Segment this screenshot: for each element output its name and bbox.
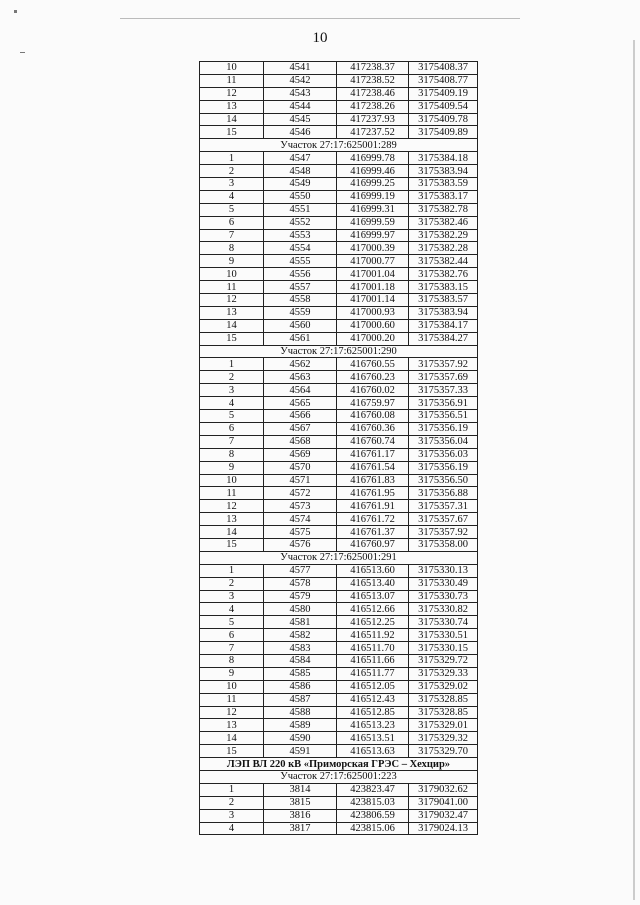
scan-mark (14, 10, 17, 13)
table-row (200, 616, 478, 629)
y-coordinate-cell: 3175382.44 (409, 255, 478, 268)
point-number-cell: 4569 (264, 448, 337, 461)
table-row (200, 680, 478, 693)
x-coordinate-cell: 417238.37 (337, 62, 409, 75)
point-number-cell: 3816 (264, 809, 337, 822)
point-index-cell: 3 (200, 384, 264, 397)
point-index-cell: 12 (200, 294, 264, 307)
point-index-cell: 1 (200, 152, 264, 165)
table-row (200, 487, 478, 500)
y-coordinate-cell: 3175408.77 (409, 74, 478, 87)
point-index-cell: 10 (200, 62, 264, 75)
table-row (200, 358, 478, 371)
x-coordinate-cell: 416511.77 (337, 667, 409, 680)
point-number-cell: 4562 (264, 358, 337, 371)
point-number-cell: 4558 (264, 294, 337, 307)
point-number-cell: 4544 (264, 100, 337, 113)
point-number-cell: 3815 (264, 796, 337, 809)
point-index-cell: 15 (200, 538, 264, 551)
x-coordinate-cell: 416512.43 (337, 693, 409, 706)
point-index-cell: 10 (200, 474, 264, 487)
table-row (200, 216, 478, 229)
y-coordinate-cell: 3175356.51 (409, 410, 478, 423)
table-row (200, 577, 478, 590)
point-index-cell: 8 (200, 242, 264, 255)
point-index-cell: 7 (200, 642, 264, 655)
y-coordinate-cell: 3175382.28 (409, 242, 478, 255)
point-number-cell: 4582 (264, 629, 337, 642)
x-coordinate-cell: 423815.03 (337, 796, 409, 809)
y-coordinate-cell: 3175383.94 (409, 306, 478, 319)
x-coordinate-cell: 417237.93 (337, 113, 409, 126)
parcel-title: Участок 27:17:625001:291 (200, 551, 478, 564)
x-coordinate-cell: 416512.85 (337, 706, 409, 719)
x-coordinate-cell: 416761.37 (337, 526, 409, 539)
y-coordinate-cell: 3175357.69 (409, 371, 478, 384)
point-number-cell: 4575 (264, 526, 337, 539)
y-coordinate-cell: 3179032.62 (409, 783, 478, 796)
point-index-cell: 4 (200, 190, 264, 203)
point-index-cell: 3 (200, 178, 264, 191)
point-number-cell: 4580 (264, 603, 337, 616)
point-index-cell: 7 (200, 435, 264, 448)
x-coordinate-cell: 417001.04 (337, 268, 409, 281)
point-index-cell: 11 (200, 693, 264, 706)
x-coordinate-cell: 416511.92 (337, 629, 409, 642)
page-number: 10 (312, 30, 328, 46)
point-number-cell: 4561 (264, 332, 337, 345)
parcel-title: Участок 27:17:625001:289 (200, 139, 478, 152)
point-number-cell: 4548 (264, 165, 337, 178)
point-index-cell: 6 (200, 422, 264, 435)
table-row (200, 306, 478, 319)
table-row (200, 126, 478, 139)
x-coordinate-cell: 416512.25 (337, 616, 409, 629)
x-coordinate-cell: 417001.18 (337, 281, 409, 294)
x-coordinate-cell: 423823.47 (337, 783, 409, 796)
point-number-cell: 4553 (264, 229, 337, 242)
y-coordinate-cell: 3175383.94 (409, 165, 478, 178)
point-index-cell: 12 (200, 500, 264, 513)
table-row (200, 642, 478, 655)
table-row (200, 513, 478, 526)
table-row (200, 384, 478, 397)
point-number-cell: 4584 (264, 654, 337, 667)
point-number-cell: 4567 (264, 422, 337, 435)
parcel-title: Участок 27:17:625001:290 (200, 345, 478, 358)
table-row (200, 435, 478, 448)
power-line-title: ЛЭП ВЛ 220 кВ «Приморская ГРЭС – Хехцир» (200, 758, 478, 771)
point-index-cell: 3 (200, 809, 264, 822)
table-row (200, 281, 478, 294)
point-number-cell: 4586 (264, 680, 337, 693)
table-row (200, 706, 478, 719)
point-number-cell: 4589 (264, 719, 337, 732)
point-index-cell: 9 (200, 255, 264, 268)
x-coordinate-cell: 416761.54 (337, 461, 409, 474)
table-row (200, 461, 478, 474)
x-coordinate-cell: 416513.23 (337, 719, 409, 732)
y-coordinate-cell: 3175383.17 (409, 190, 478, 203)
point-number-cell: 4571 (264, 474, 337, 487)
table-row (200, 822, 478, 835)
y-coordinate-cell: 3175330.74 (409, 616, 478, 629)
table-row (200, 294, 478, 307)
point-index-cell: 5 (200, 410, 264, 423)
y-coordinate-cell: 3175356.19 (409, 461, 478, 474)
table-row (200, 62, 478, 75)
y-coordinate-cell: 3175409.89 (409, 126, 478, 139)
point-index-cell: 14 (200, 319, 264, 332)
x-coordinate-cell: 416513.07 (337, 590, 409, 603)
table-row (200, 203, 478, 216)
point-index-cell: 14 (200, 113, 264, 126)
section-title-row (200, 345, 478, 358)
point-index-cell: 3 (200, 590, 264, 603)
point-number-cell: 4542 (264, 74, 337, 87)
point-index-cell: 4 (200, 397, 264, 410)
x-coordinate-cell: 417000.39 (337, 242, 409, 255)
x-coordinate-cell: 416512.05 (337, 680, 409, 693)
y-coordinate-cell: 3179032.47 (409, 809, 478, 822)
point-index-cell: 4 (200, 822, 264, 835)
table-row (200, 100, 478, 113)
x-coordinate-cell: 416761.91 (337, 500, 409, 513)
table-row (200, 165, 478, 178)
table-row (200, 783, 478, 796)
point-index-cell: 1 (200, 564, 264, 577)
line-title-row (200, 758, 478, 771)
table-row (200, 152, 478, 165)
y-coordinate-cell: 3175382.29 (409, 229, 478, 242)
y-coordinate-cell: 3175383.15 (409, 281, 478, 294)
point-index-cell: 7 (200, 229, 264, 242)
point-index-cell: 11 (200, 281, 264, 294)
y-coordinate-cell: 3175409.78 (409, 113, 478, 126)
point-number-cell: 4554 (264, 242, 337, 255)
x-coordinate-cell: 423815.06 (337, 822, 409, 835)
point-number-cell: 4560 (264, 319, 337, 332)
y-coordinate-cell: 3175409.54 (409, 100, 478, 113)
y-coordinate-cell: 3175384.18 (409, 152, 478, 165)
point-index-cell: 13 (200, 100, 264, 113)
table-row (200, 719, 478, 732)
point-index-cell: 15 (200, 126, 264, 139)
point-index-cell: 13 (200, 513, 264, 526)
x-coordinate-cell: 416999.19 (337, 190, 409, 203)
point-number-cell: 4577 (264, 564, 337, 577)
point-index-cell: 2 (200, 371, 264, 384)
y-coordinate-cell: 3175356.91 (409, 397, 478, 410)
point-number-cell: 4587 (264, 693, 337, 706)
point-index-cell: 1 (200, 783, 264, 796)
point-index-cell: 6 (200, 216, 264, 229)
point-index-cell: 11 (200, 74, 264, 87)
point-number-cell: 3814 (264, 783, 337, 796)
y-coordinate-cell: 3175329.32 (409, 732, 478, 745)
x-coordinate-cell: 417000.60 (337, 319, 409, 332)
x-coordinate-cell: 416760.55 (337, 358, 409, 371)
scan-mark (633, 40, 635, 900)
x-coordinate-cell: 417000.77 (337, 255, 409, 268)
section-title-row (200, 770, 478, 783)
x-coordinate-cell: 416761.17 (337, 448, 409, 461)
y-coordinate-cell: 3175356.88 (409, 487, 478, 500)
table-row (200, 242, 478, 255)
x-coordinate-cell: 417238.52 (337, 74, 409, 87)
x-coordinate-cell: 417237.52 (337, 126, 409, 139)
point-number-cell: 4545 (264, 113, 337, 126)
table-row (200, 796, 478, 809)
x-coordinate-cell: 416511.66 (337, 654, 409, 667)
point-index-cell: 2 (200, 796, 264, 809)
point-index-cell: 10 (200, 680, 264, 693)
table-row (200, 74, 478, 87)
y-coordinate-cell: 3175356.19 (409, 422, 478, 435)
point-index-cell: 9 (200, 461, 264, 474)
y-coordinate-cell: 3175356.03 (409, 448, 478, 461)
x-coordinate-cell: 416760.36 (337, 422, 409, 435)
x-coordinate-cell: 416760.23 (337, 371, 409, 384)
y-coordinate-cell: 3175356.04 (409, 435, 478, 448)
table-row (200, 538, 478, 551)
x-coordinate-cell: 416511.70 (337, 642, 409, 655)
point-number-cell: 4578 (264, 577, 337, 590)
point-number-cell: 4565 (264, 397, 337, 410)
point-number-cell: 4579 (264, 590, 337, 603)
x-coordinate-cell: 416760.74 (337, 435, 409, 448)
point-index-cell: 2 (200, 577, 264, 590)
table-row (200, 410, 478, 423)
y-coordinate-cell: 3175382.76 (409, 268, 478, 281)
point-index-cell: 14 (200, 526, 264, 539)
table-row (200, 745, 478, 758)
point-number-cell: 4572 (264, 487, 337, 500)
y-coordinate-cell: 3175358.00 (409, 538, 478, 551)
point-number-cell: 4591 (264, 745, 337, 758)
table-row (200, 371, 478, 384)
point-number-cell: 4543 (264, 87, 337, 100)
y-coordinate-cell: 3175329.70 (409, 745, 478, 758)
x-coordinate-cell: 416512.66 (337, 603, 409, 616)
point-index-cell: 13 (200, 306, 264, 319)
point-index-cell: 6 (200, 629, 264, 642)
point-number-cell: 4564 (264, 384, 337, 397)
y-coordinate-cell: 3175408.37 (409, 62, 478, 75)
x-coordinate-cell: 417001.14 (337, 294, 409, 307)
x-coordinate-cell: 423806.59 (337, 809, 409, 822)
point-number-cell: 4588 (264, 706, 337, 719)
y-coordinate-cell: 3175357.31 (409, 500, 478, 513)
table-row (200, 268, 478, 281)
x-coordinate-cell: 416761.72 (337, 513, 409, 526)
table-row (200, 629, 478, 642)
y-coordinate-cell: 3175383.59 (409, 178, 478, 191)
x-coordinate-cell: 417000.93 (337, 306, 409, 319)
point-number-cell: 4541 (264, 62, 337, 75)
x-coordinate-cell: 416999.78 (337, 152, 409, 165)
point-number-cell: 4576 (264, 538, 337, 551)
point-index-cell: 8 (200, 654, 264, 667)
table-row (200, 732, 478, 745)
table-row (200, 255, 478, 268)
y-coordinate-cell: 3175384.27 (409, 332, 478, 345)
point-index-cell: 5 (200, 616, 264, 629)
point-number-cell: 4557 (264, 281, 337, 294)
y-coordinate-cell: 3175329.33 (409, 667, 478, 680)
table-row (200, 809, 478, 822)
point-index-cell: 5 (200, 203, 264, 216)
point-number-cell: 4563 (264, 371, 337, 384)
table-row (200, 474, 478, 487)
section-title-row (200, 139, 478, 152)
point-index-cell: 4 (200, 603, 264, 616)
y-coordinate-cell: 3175357.92 (409, 526, 478, 539)
y-coordinate-cell: 3175330.51 (409, 629, 478, 642)
point-number-cell: 4551 (264, 203, 337, 216)
table-row (200, 229, 478, 242)
x-coordinate-cell: 416999.31 (337, 203, 409, 216)
point-index-cell: 8 (200, 448, 264, 461)
point-index-cell: 11 (200, 487, 264, 500)
point-number-cell: 4549 (264, 178, 337, 191)
y-coordinate-cell: 3175330.13 (409, 564, 478, 577)
y-coordinate-cell: 3175330.15 (409, 642, 478, 655)
x-coordinate-cell: 416760.08 (337, 410, 409, 423)
point-number-cell: 4566 (264, 410, 337, 423)
x-coordinate-cell: 416513.60 (337, 564, 409, 577)
point-index-cell: 9 (200, 667, 264, 680)
y-coordinate-cell: 3175384.17 (409, 319, 478, 332)
point-number-cell: 4574 (264, 513, 337, 526)
x-coordinate-cell: 416760.02 (337, 384, 409, 397)
table-row (200, 564, 478, 577)
point-number-cell: 4583 (264, 642, 337, 655)
table-row (200, 526, 478, 539)
y-coordinate-cell: 3175330.73 (409, 590, 478, 603)
point-number-cell: 4573 (264, 500, 337, 513)
y-coordinate-cell: 3175329.02 (409, 680, 478, 693)
table-row (200, 113, 478, 126)
table-row (200, 319, 478, 332)
table-row (200, 590, 478, 603)
point-index-cell: 10 (200, 268, 264, 281)
section-title-row (200, 551, 478, 564)
table-row (200, 603, 478, 616)
x-coordinate-cell: 416513.63 (337, 745, 409, 758)
point-number-cell: 4547 (264, 152, 337, 165)
point-number-cell: 3817 (264, 822, 337, 835)
point-index-cell: 13 (200, 719, 264, 732)
point-index-cell: 12 (200, 706, 264, 719)
point-index-cell: 1 (200, 358, 264, 371)
scan-mark (120, 18, 520, 19)
x-coordinate-cell: 416761.95 (337, 487, 409, 500)
y-coordinate-cell: 3175328.85 (409, 706, 478, 719)
table-row (200, 500, 478, 513)
point-number-cell: 4552 (264, 216, 337, 229)
x-coordinate-cell: 416760.97 (337, 538, 409, 551)
x-coordinate-cell: 416513.51 (337, 732, 409, 745)
point-index-cell: 15 (200, 745, 264, 758)
y-coordinate-cell: 3175382.46 (409, 216, 478, 229)
parcel-title: Участок 27:17:625001:223 (200, 770, 478, 783)
point-index-cell: 2 (200, 165, 264, 178)
scan-mark (20, 52, 25, 53)
table-row (200, 654, 478, 667)
y-coordinate-cell: 3175356.50 (409, 474, 478, 487)
point-number-cell: 4570 (264, 461, 337, 474)
x-coordinate-cell: 416759.97 (337, 397, 409, 410)
table-row (200, 693, 478, 706)
x-coordinate-cell: 417238.26 (337, 100, 409, 113)
y-coordinate-cell: 3175328.85 (409, 693, 478, 706)
y-coordinate-cell: 3175357.33 (409, 384, 478, 397)
y-coordinate-cell: 3175357.92 (409, 358, 478, 371)
table-row (200, 190, 478, 203)
x-coordinate-cell: 416999.59 (337, 216, 409, 229)
table-row (200, 397, 478, 410)
y-coordinate-cell: 3175357.67 (409, 513, 478, 526)
x-coordinate-cell: 416513.40 (337, 577, 409, 590)
point-index-cell: 15 (200, 332, 264, 345)
x-coordinate-cell: 416999.46 (337, 165, 409, 178)
x-coordinate-cell: 417238.46 (337, 87, 409, 100)
table-row (200, 667, 478, 680)
point-number-cell: 4550 (264, 190, 337, 203)
y-coordinate-cell: 3175330.82 (409, 603, 478, 616)
x-coordinate-cell: 416999.25 (337, 178, 409, 191)
x-coordinate-cell: 416761.83 (337, 474, 409, 487)
y-coordinate-cell: 3175330.49 (409, 577, 478, 590)
y-coordinate-cell: 3175382.78 (409, 203, 478, 216)
coordinates-table (199, 61, 478, 835)
point-number-cell: 4585 (264, 667, 337, 680)
y-coordinate-cell: 3175383.57 (409, 294, 478, 307)
y-coordinate-cell: 3179041.00 (409, 796, 478, 809)
x-coordinate-cell: 416999.97 (337, 229, 409, 242)
point-number-cell: 4581 (264, 616, 337, 629)
y-coordinate-cell: 3179024.13 (409, 822, 478, 835)
table-row (200, 87, 478, 100)
point-number-cell: 4546 (264, 126, 337, 139)
point-number-cell: 4555 (264, 255, 337, 268)
y-coordinate-cell: 3175329.72 (409, 654, 478, 667)
y-coordinate-cell: 3175409.19 (409, 87, 478, 100)
table-row (200, 178, 478, 191)
point-index-cell: 14 (200, 732, 264, 745)
point-number-cell: 4568 (264, 435, 337, 448)
x-coordinate-cell: 417000.20 (337, 332, 409, 345)
table-row (200, 332, 478, 345)
point-number-cell: 4559 (264, 306, 337, 319)
point-index-cell: 12 (200, 87, 264, 100)
table-row (200, 448, 478, 461)
y-coordinate-cell: 3175329.01 (409, 719, 478, 732)
point-number-cell: 4590 (264, 732, 337, 745)
point-number-cell: 4556 (264, 268, 337, 281)
table-row (200, 422, 478, 435)
